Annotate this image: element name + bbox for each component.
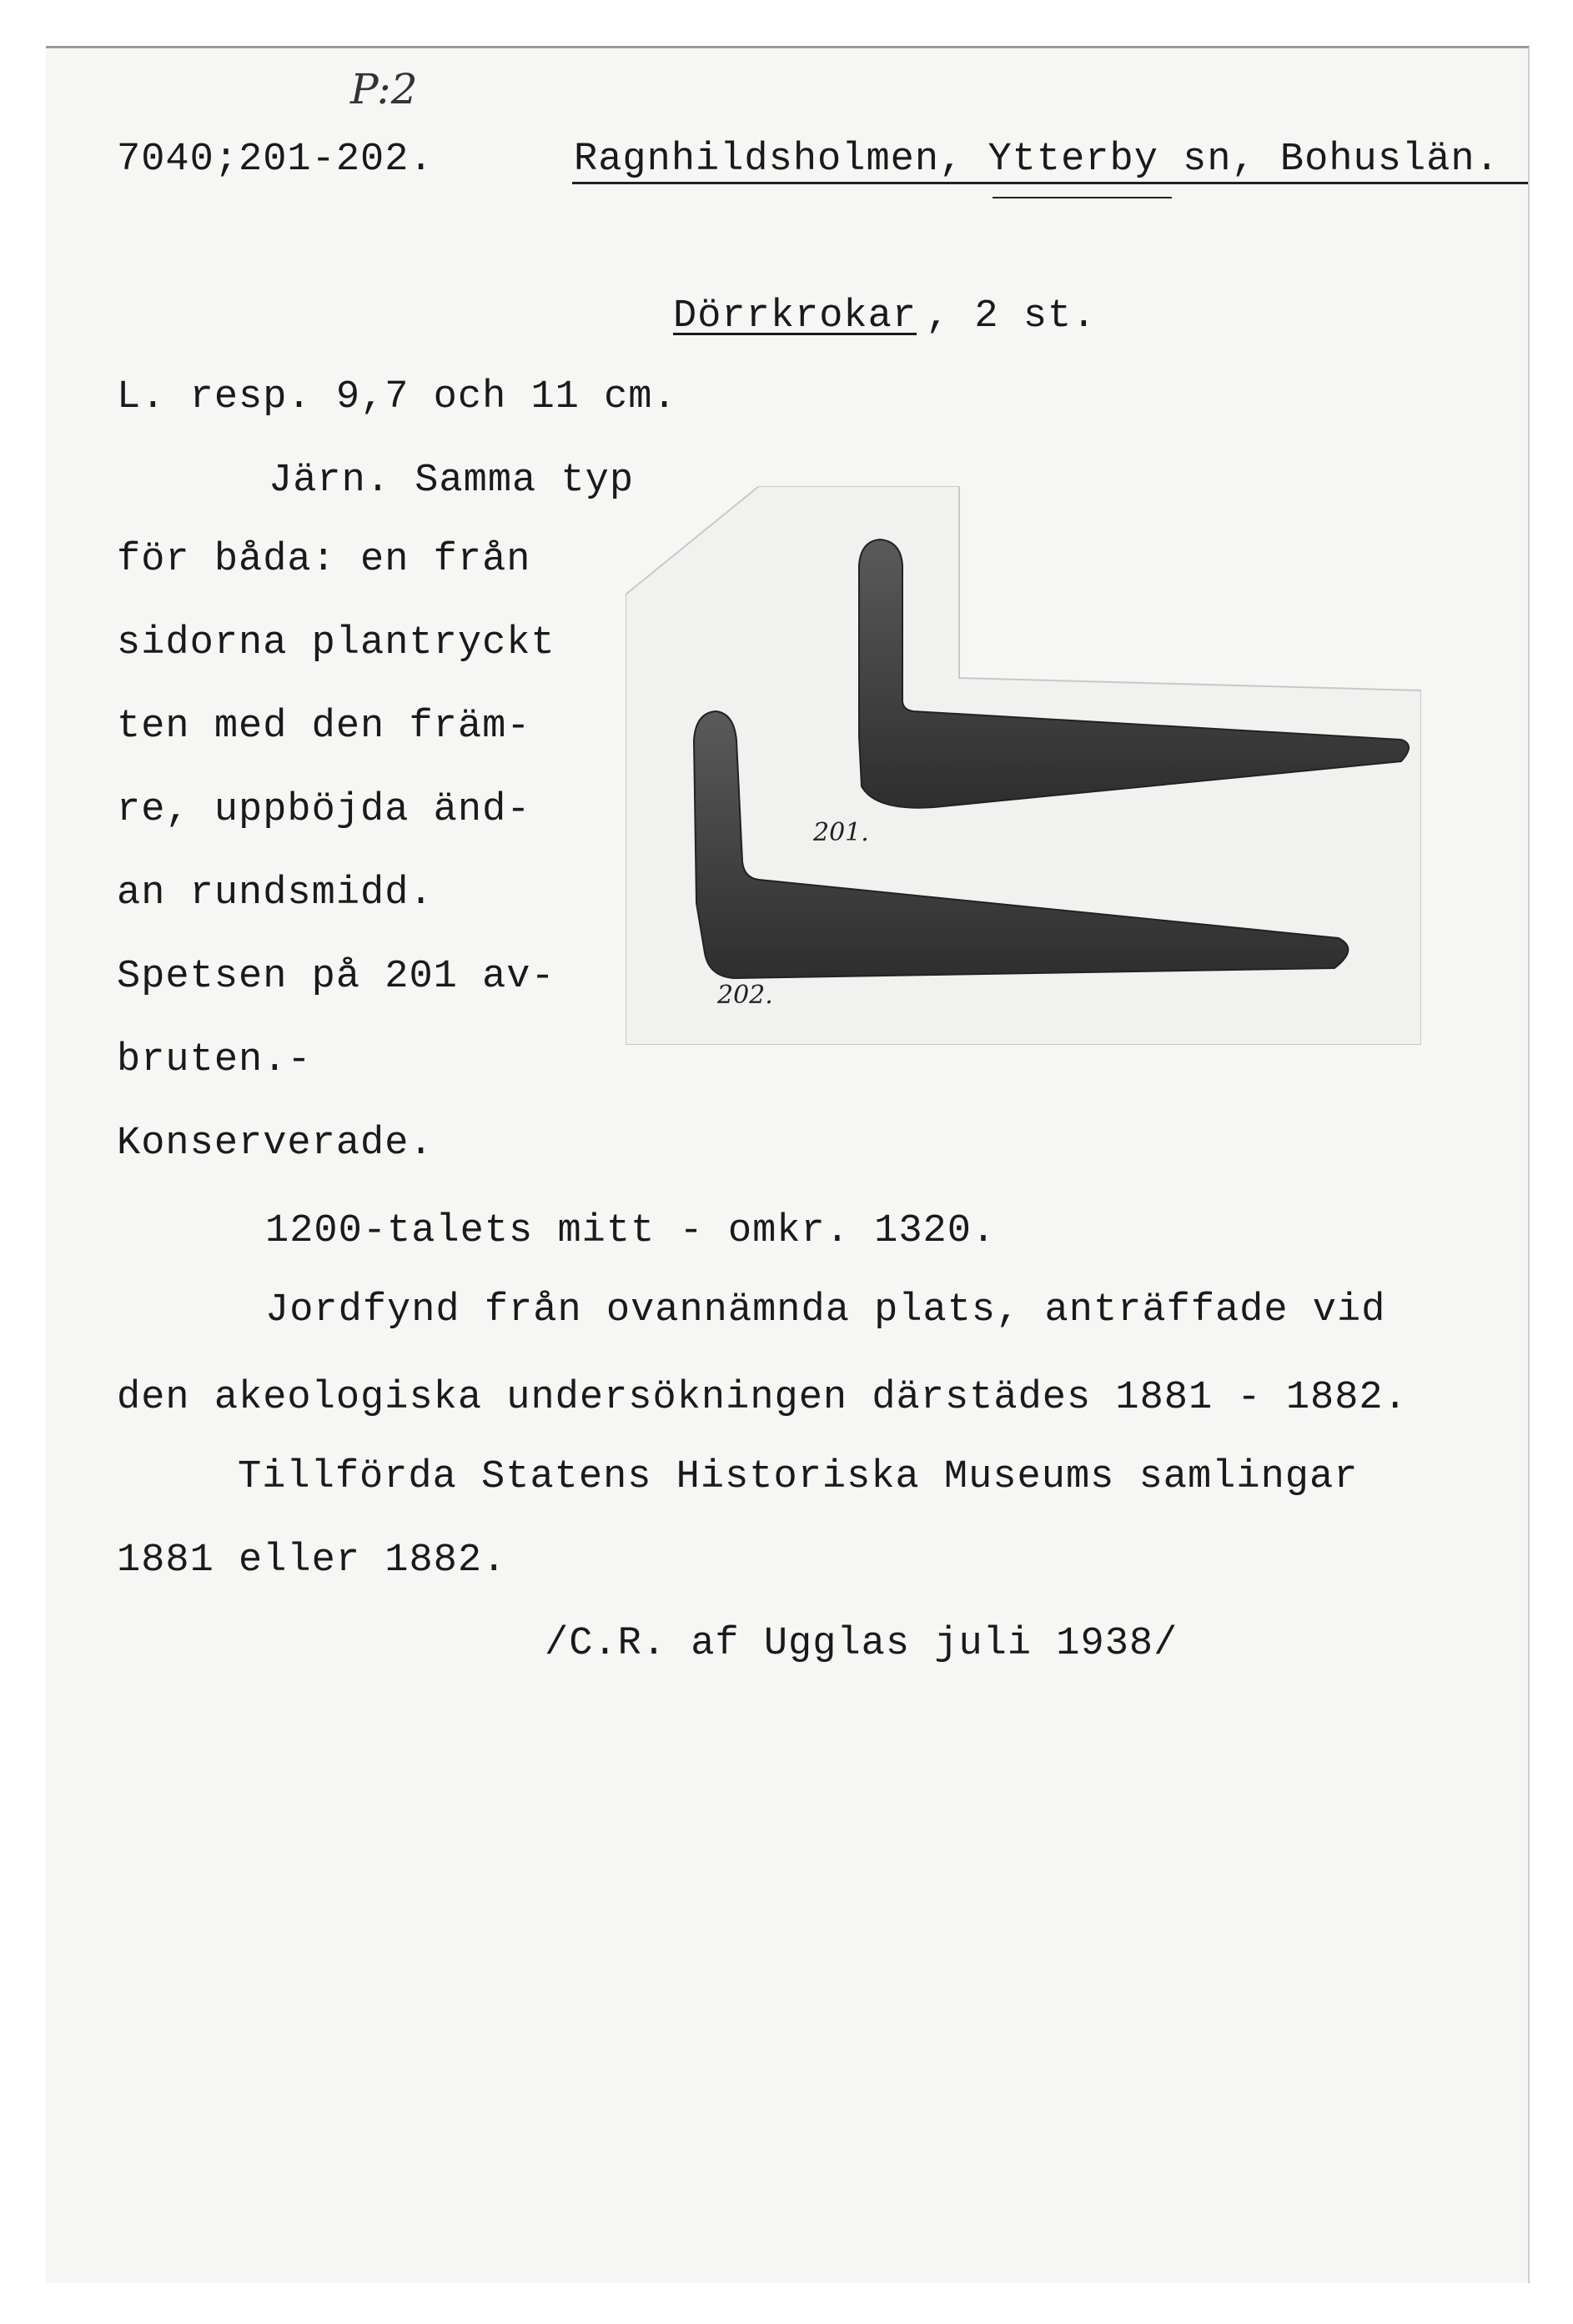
dating: 1200-talets mitt - omkr. 1320. [265, 1209, 997, 1253]
location-underline-short [993, 197, 1172, 198]
object-name: Dörrkrokar [673, 294, 917, 339]
location-underline [572, 182, 1528, 184]
find-text-line: den akeologiska undersökningen därstädes 1881 - 1882. [117, 1376, 1408, 1420]
signature: /C.R. af Ugglas juli 1938/ [545, 1622, 1178, 1666]
description-line: ten med den främ- [117, 705, 531, 749]
catalog-number: 7040;201-202. [117, 138, 434, 182]
acquisition-line: Tillförda Statens Historiska Museums samlingar [238, 1455, 1359, 1499]
description-line: L. resp. 9,7 och 11 cm. [117, 375, 677, 419]
description-line: Spetsen på 201 av- [117, 955, 555, 999]
description-line: sidorna plantryckt [117, 621, 555, 665]
photo-label-201: 201. [813, 818, 869, 847]
page-annotation: P:2 [350, 65, 418, 113]
description-line: Järn. Samma typ [269, 459, 635, 503]
photo-label-202: 202. [717, 981, 773, 1010]
description-line: för båda: en från [117, 538, 531, 582]
description-line: bruten.- [117, 1038, 312, 1082]
find-location: Ragnhildsholmen, Ytterby sn, Bohuslän. [574, 138, 1500, 182]
acquisition-line: 1881 eller 1882. [117, 1538, 507, 1583]
description-line: an rundsmidd. [117, 871, 434, 916]
object-photograph [626, 486, 1421, 1045]
object-count: , 2 st. [926, 294, 1097, 339]
description-line: Konserverade. [117, 1122, 434, 1166]
description-line: re, uppböjda änd- [117, 788, 531, 832]
find-text-line: Jordfynd från ovannämnda plats, anträffade vid [265, 1288, 1386, 1333]
